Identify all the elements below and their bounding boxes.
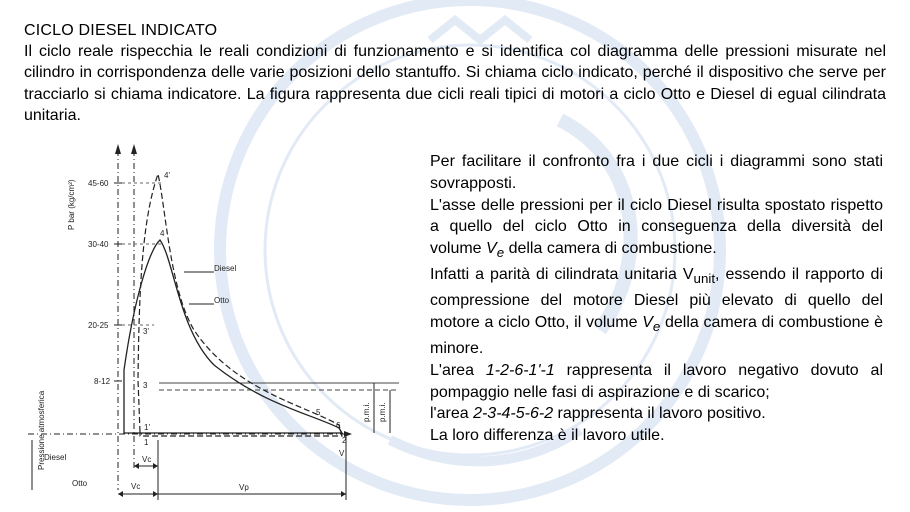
- ve-diesel-label: Vc: [142, 455, 152, 464]
- explanation-text: [430, 151, 883, 447]
- pv-diagram: [14, 140, 414, 512]
- pmi-label-diesel: p.m.i.: [378, 402, 387, 422]
- pmi-label-otto: p.m.i.: [362, 402, 371, 422]
- vp-label: Vp: [239, 483, 249, 492]
- diesel-cycle-curve: [138, 174, 342, 436]
- paragraph-overlay: Per facilitare il confronto fra i due cicli i diagrammi sono stati sovrapposti.: [430, 153, 883, 192]
- point-4: 4: [160, 229, 165, 238]
- page-title: CICLO DIESEL INDICATO: [24, 22, 218, 39]
- row-label-otto: Otto: [72, 479, 88, 488]
- tick-20-25: 20-25: [88, 321, 109, 330]
- point-1p: 1': [144, 423, 150, 432]
- y-axis-label: P bar (kg/cm²): [67, 179, 76, 230]
- paragraph-positive-work: l'area 2-3-4-5-6-2 rappresenta il lavoro positivo.: [430, 405, 766, 423]
- atm-pressure-label: Pressione atmosferica: [37, 390, 46, 470]
- paragraph-useful-work: La loro differenza è il lavoro utile.: [430, 427, 665, 445]
- tick-8-12: 8-12: [94, 377, 111, 386]
- otto-curve-label: Otto: [214, 296, 230, 305]
- ve-otto-label: Vc: [131, 482, 141, 491]
- tick-30-40: 30-40: [88, 240, 109, 249]
- paragraph-compression: Infatti a parità di cilindrata unitaria $V_{unit}$, essendo il rapporto di compressione del motore Diesel più elevato di quello del motore a ciclo Otto, il volume $V_e$ della camera di combustione è minore.: [430, 266, 884, 357]
- paragraph-axis-shift: L'asse delle pressioni per il ciclo Diesel risulta spostato rispetto a quello del ciclo Otto in conseguenza della diversità del volume $V_e$ della camera di combustione.: [430, 196, 883, 261]
- intro-paragraph: Il ciclo reale rispecchia le reali condizioni di funzionamento e si identifica col diagramma delle pressioni misurate nel cilindro in corrispondenza delle varie posizioni dello stantuffo. Si chiama ciclo indicato, perché il dispositivo che serve per tracciarlo si chiama indicatore. La figura rappresenta due cicli reali tipici di motori a ciclo Otto e Diesel di egual cilindrata unitaria.: [24, 43, 886, 124]
- row-label-diesel: Diesel: [44, 453, 67, 462]
- point-3: 3: [143, 381, 148, 390]
- point-5: 5: [316, 408, 321, 417]
- point-4p: 4': [164, 171, 170, 180]
- point-1: 1: [144, 438, 149, 447]
- paragraph-negative-work: L'area 1-2-6-1'-1 rappresenta il lavoro negativo dovuto al pompaggio nelle fasi di aspirazione e di scarico;: [430, 361, 884, 401]
- point-2: 2: [342, 436, 347, 445]
- point-3p: 3': [143, 327, 149, 336]
- tick-45-60: 45-60: [88, 179, 109, 188]
- volume-axis-label: V: [339, 449, 345, 458]
- diesel-curve-label: Diesel: [214, 264, 237, 273]
- point-6: 6: [336, 421, 341, 430]
